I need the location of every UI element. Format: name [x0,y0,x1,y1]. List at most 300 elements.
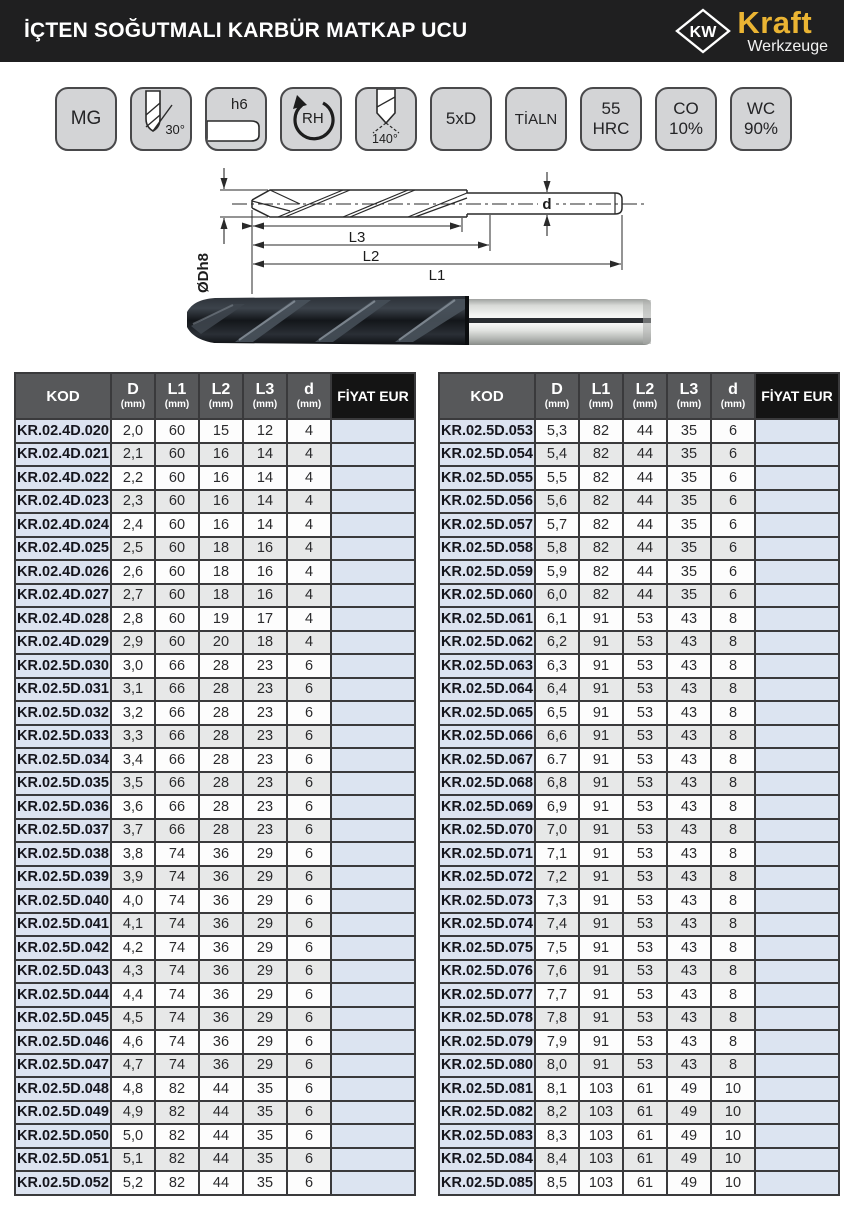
dimension-cell: 74 [155,983,199,1007]
product-code: KR.02.5D.038 [15,842,111,866]
price-cell [755,960,839,984]
product-code: KR.02.5D.056 [439,490,535,514]
product-code: KR.02.5D.079 [439,1030,535,1054]
spec-badge-row [55,87,792,151]
product-code: KR.02.5D.085 [439,1171,535,1195]
dimension-cell: 5,9 [535,560,579,584]
table-row [15,513,415,537]
dimension-cell: 44 [623,513,667,537]
dimension-cell: 23 [243,772,287,796]
product-code: KR.02.5D.046 [15,1030,111,1054]
table-row [15,889,415,913]
dimension-cell: 36 [199,889,243,913]
dimension-cell: 36 [199,936,243,960]
price-cell [755,1124,839,1148]
dimension-cell: 43 [667,889,711,913]
price-cell [331,1077,415,1101]
dimension-cell: 8,1 [535,1077,579,1101]
dimension-cell: 16 [243,537,287,561]
dimension-cell: 43 [667,913,711,937]
dimension-cell: 14 [243,443,287,467]
product-code: KR.02.5D.064 [439,678,535,702]
dimension-cell: 35 [667,584,711,608]
dimension-cell: 8 [711,725,755,749]
dimension-cell: 2,7 [111,584,155,608]
dimension-cell: 66 [155,725,199,749]
dimension-cell: 8 [711,866,755,890]
dimension-cell: 4,4 [111,983,155,1007]
brand-subname: Werkzeuge [747,38,828,55]
product-code: KR.02.5D.076 [439,960,535,984]
table-row [15,1101,415,1125]
dimension-cell: 43 [667,748,711,772]
dimension-cell: 6,8 [535,772,579,796]
table-row [439,513,839,537]
dimension-cell: 61 [623,1101,667,1125]
dimension-cell: 4,2 [111,936,155,960]
dimension-cell: 18 [199,537,243,561]
table-row [439,607,839,631]
dimension-cell: 6 [287,960,331,984]
dimension-cell: 66 [155,701,199,725]
dimension-cell: 49 [667,1077,711,1101]
dimension-cell: 36 [199,913,243,937]
product-code: KR.02.5D.065 [439,701,535,725]
table-row [439,795,839,819]
dimension-cell: 44 [623,560,667,584]
badge-hardness [580,87,642,151]
dimension-cell: 20 [199,631,243,655]
dimension-cell: 8 [711,983,755,1007]
dimension-cell: 43 [667,983,711,1007]
dimension-cell: 28 [199,654,243,678]
column-header-l1: L1 (mm) [155,373,199,419]
table-row [439,678,839,702]
dimension-cell: 4 [287,537,331,561]
price-cell [331,1030,415,1054]
dimension-cell: 3,2 [111,701,155,725]
dimension-cell: 43 [667,772,711,796]
table-row [15,443,415,467]
product-code: KR.02.5D.082 [439,1101,535,1125]
dimension-cell: 8,3 [535,1124,579,1148]
kw-diamond-icon [675,8,731,54]
dimension-cell: 6,3 [535,654,579,678]
dimension-cell: 29 [243,842,287,866]
dimension-cell: 5,0 [111,1124,155,1148]
table-row [15,701,415,725]
dimension-cell: 53 [623,842,667,866]
dimension-cell: 53 [623,913,667,937]
product-code: KR.02.5D.047 [15,1054,111,1078]
dimension-cell: 6 [287,1054,331,1078]
dimension-cell: 91 [579,748,623,772]
dimension-cell: 53 [623,654,667,678]
dimension-cell: 91 [579,1054,623,1078]
dimension-cell: 53 [623,819,667,843]
dimension-cell: 36 [199,1054,243,1078]
dimension-cell: 43 [667,631,711,655]
product-code: KR.02.5D.072 [439,866,535,890]
dim-label-l3: L3 [348,229,366,246]
dimension-cell: 6 [287,842,331,866]
dimension-cell: 12 [243,419,287,443]
price-cell [331,607,415,631]
dimension-cell: 61 [623,1124,667,1148]
dimension-cell: 53 [623,936,667,960]
price-cell [755,842,839,866]
table-row [15,584,415,608]
table-row [15,537,415,561]
dimension-cell: 5,5 [535,466,579,490]
dimension-cell: 60 [155,537,199,561]
table-row [439,819,839,843]
dimension-cell: 6 [711,537,755,561]
dimension-cell: 49 [667,1171,711,1195]
dimension-cell: 74 [155,889,199,913]
dimension-cell: 43 [667,960,711,984]
dimension-cell: 23 [243,654,287,678]
product-code: KR.02.4D.027 [15,584,111,608]
dimension-cell: 29 [243,866,287,890]
dimension-cell: 66 [155,748,199,772]
dimension-cell: 44 [199,1077,243,1101]
dimension-cell: 6 [287,983,331,1007]
product-photo [183,292,657,352]
dimension-cell: 3,8 [111,842,155,866]
dimension-cell: 6,1 [535,607,579,631]
product-code: KR.02.5D.053 [439,419,535,443]
table-header-row [439,373,839,419]
dimension-cell: 29 [243,889,287,913]
price-cell [331,513,415,537]
badge-material-group [55,87,117,151]
product-code: KR.02.4D.026 [15,560,111,584]
dimension-cell: 8,4 [535,1148,579,1172]
dimension-cell: 18 [199,584,243,608]
product-code: KR.02.5D.069 [439,795,535,819]
dimension-cell: 44 [199,1171,243,1195]
dimension-cell: 4 [287,443,331,467]
dimension-cell: 18 [243,631,287,655]
price-cell [331,654,415,678]
dimension-cell: 10 [711,1148,755,1172]
dimension-cell: 60 [155,631,199,655]
table-row [15,607,415,631]
table-row [15,913,415,937]
price-cell [331,443,415,467]
product-code: KR.02.5D.043 [15,960,111,984]
dimension-cell: 6,9 [535,795,579,819]
table-row [15,1171,415,1195]
price-cell [331,1054,415,1078]
dimension-cell: 35 [667,443,711,467]
price-cell [331,1148,415,1172]
dimension-cell: 7,5 [535,936,579,960]
dimension-cell: 6 [287,725,331,749]
dimension-cell: 16 [199,443,243,467]
product-code: KR.02.5D.078 [439,1007,535,1031]
table-row [439,772,839,796]
dimension-cell: 74 [155,866,199,890]
price-cell [331,936,415,960]
dimension-cell: 6 [287,1148,331,1172]
column-header-price: FİYAT EUR [331,373,415,419]
badge-rotation-direction [280,87,342,151]
table-row [15,631,415,655]
table-row [439,1054,839,1078]
price-cell [755,537,839,561]
product-code: KR.02.5D.077 [439,983,535,1007]
dimension-cell: 14 [243,513,287,537]
dimension-cell: 103 [579,1077,623,1101]
dimension-cell: 91 [579,795,623,819]
price-cell [755,678,839,702]
dimension-cell: 91 [579,960,623,984]
dimension-cell: 6 [287,772,331,796]
badge-label: WC [746,98,776,118]
dimension-cell: 82 [579,584,623,608]
dimension-cell: 44 [199,1101,243,1125]
dimension-cell: 2,5 [111,537,155,561]
table-row [439,537,839,561]
dimension-cell: 6 [287,913,331,937]
dimension-cell: 6.7 [535,748,579,772]
dimension-cell: 7,1 [535,842,579,866]
dimension-cell: 6 [287,701,331,725]
dimension-cell: 61 [623,1077,667,1101]
dimension-cell: 28 [199,795,243,819]
dimension-cell: 4 [287,631,331,655]
dimension-cell: 3,1 [111,678,155,702]
product-code: KR.02.5D.045 [15,1007,111,1031]
table-row [15,1007,415,1031]
dimension-cell: 5,6 [535,490,579,514]
dimension-cell: 16 [199,513,243,537]
dimension-cell: 53 [623,1054,667,1078]
price-cell [331,889,415,913]
dimension-cell: 91 [579,607,623,631]
dimension-cell: 44 [623,443,667,467]
product-code: KR.02.5D.048 [15,1077,111,1101]
drill-helix-icon [132,89,190,149]
price-cell [755,983,839,1007]
column-header-l2: L2 (mm) [623,373,667,419]
dimension-cell: 82 [579,537,623,561]
price-cell [331,795,415,819]
table-row [15,560,415,584]
table-row [15,490,415,514]
price-cell [331,490,415,514]
price-cell [755,466,839,490]
dimension-cell: 17 [243,607,287,631]
dimension-cell: 8 [711,795,755,819]
dimension-cell: 23 [243,795,287,819]
dimension-cell: 91 [579,654,623,678]
dimension-cell: 43 [667,1030,711,1054]
dimension-cell: 53 [623,701,667,725]
price-cell [755,889,839,913]
dimension-cell: 8 [711,960,755,984]
dimension-cell: 28 [199,772,243,796]
price-cell [755,584,839,608]
price-cell [331,466,415,490]
dimension-cell: 44 [623,584,667,608]
dimension-cell: 60 [155,443,199,467]
table-row [15,819,415,843]
product-code: KR.02.5D.049 [15,1101,111,1125]
dimension-cell: 4 [287,560,331,584]
price-cell [755,866,839,890]
table-row [439,1030,839,1054]
dimension-cell: 8 [711,913,755,937]
badge-coating [505,87,567,151]
price-cell [755,443,839,467]
product-code: KR.02.5D.042 [15,936,111,960]
dimension-cell: 6 [287,1030,331,1054]
dimension-cell: 43 [667,725,711,749]
dimension-cell: 23 [243,819,287,843]
badge-label: 90% [743,119,779,138]
dimension-cell: 28 [199,725,243,749]
dimension-cell: 19 [199,607,243,631]
product-code: KR.02.5D.035 [15,772,111,796]
dimension-cell: 35 [243,1171,287,1195]
price-cell [755,725,839,749]
dimension-cell: 43 [667,936,711,960]
dimension-cell: 8 [711,1007,755,1031]
table-row [15,725,415,749]
table-row [15,466,415,490]
table-row [15,1148,415,1172]
price-cell [331,960,415,984]
dimension-cell: 6 [287,1101,331,1125]
price-cell [331,1101,415,1125]
dimension-cell: 82 [579,513,623,537]
dimension-cell: 82 [155,1124,199,1148]
dimension-cell: 103 [579,1148,623,1172]
dimension-cell: 6 [711,513,755,537]
product-code: KR.02.5D.084 [439,1148,535,1172]
dimension-cell: 7,2 [535,866,579,890]
dimension-cell: 4 [287,419,331,443]
dimension-cell: 43 [667,1007,711,1031]
dimension-cell: 4,7 [111,1054,155,1078]
product-code: KR.02.5D.083 [439,1124,535,1148]
dimension-cell: 28 [199,701,243,725]
table-row [439,748,839,772]
dimension-cell: 2,0 [111,419,155,443]
dimension-cell: 60 [155,419,199,443]
price-cell [755,419,839,443]
dimension-cell: 43 [667,1054,711,1078]
dimension-cell: 35 [667,560,711,584]
dimension-cell: 4,6 [111,1030,155,1054]
table-row [439,443,839,467]
dimension-cell: 43 [667,866,711,890]
dimension-cell: 35 [667,513,711,537]
price-cell [331,913,415,937]
dimension-cell: 14 [243,466,287,490]
dimension-cell: 53 [623,772,667,796]
dimension-cell: 44 [623,537,667,561]
table-row [439,1007,839,1031]
price-cell [755,560,839,584]
price-cell [755,819,839,843]
price-cell [755,607,839,631]
column-header-l3: L3 (mm) [667,373,711,419]
dimension-cell: 36 [199,1030,243,1054]
badge-cobalt-content [655,87,717,151]
dimension-cell: 6 [287,748,331,772]
dimension-cell: 4,8 [111,1077,155,1101]
dimension-cell: 6 [287,1171,331,1195]
product-code: KR.02.5D.039 [15,866,111,890]
dimension-cell: 3,9 [111,866,155,890]
dimension-cell: 49 [667,1124,711,1148]
dimension-cell: 28 [199,678,243,702]
dimension-cell: 8,0 [535,1054,579,1078]
column-header-d-shank: d (mm) [287,373,331,419]
dimension-cell: 29 [243,1007,287,1031]
dimension-cell: 8 [711,1054,755,1078]
dimension-cell: 82 [155,1077,199,1101]
dimension-cell: 10 [711,1171,755,1195]
dimension-cell: 82 [579,419,623,443]
dimension-cell: 6 [711,490,755,514]
dimension-cell: 3,5 [111,772,155,796]
dimension-cell: 36 [199,983,243,1007]
dimension-cell: 53 [623,866,667,890]
product-code: KR.02.5D.061 [439,607,535,631]
dimension-cell: 8,2 [535,1101,579,1125]
dimension-cell: 5,4 [535,443,579,467]
price-cell [755,795,839,819]
dimension-cell: 6 [287,936,331,960]
table-row [439,725,839,749]
dimension-cell: 8 [711,748,755,772]
dimension-cell: 60 [155,607,199,631]
badge-label: CO [673,98,699,118]
dimension-cell: 8 [711,819,755,843]
price-cell [331,866,415,890]
table-row [439,490,839,514]
dimension-cell: 10 [711,1101,755,1125]
dimension-cell: 66 [155,795,199,819]
dimension-cell: 5,8 [535,537,579,561]
dimension-cell: 4,0 [111,889,155,913]
price-cell [755,1148,839,1172]
product-code: KR.02.5D.073 [439,889,535,913]
table-row [15,772,415,796]
price-cell [331,748,415,772]
dimension-cell: 2,9 [111,631,155,655]
dimension-cell: 44 [623,419,667,443]
dimension-cell: 36 [199,1007,243,1031]
dimension-cell: 7,9 [535,1030,579,1054]
dimension-cell: 53 [623,631,667,655]
dimension-cell: 35 [243,1148,287,1172]
catalog-table-left [14,372,416,1196]
dimension-cell: 16 [199,490,243,514]
dimension-cell: 2,8 [111,607,155,631]
product-code: KR.02.5D.054 [439,443,535,467]
dimension-cell: 53 [623,1007,667,1031]
dimension-cell: 91 [579,889,623,913]
product-code: KR.02.5D.044 [15,983,111,1007]
dimension-cell: 8 [711,889,755,913]
dimension-cell: 6 [287,889,331,913]
